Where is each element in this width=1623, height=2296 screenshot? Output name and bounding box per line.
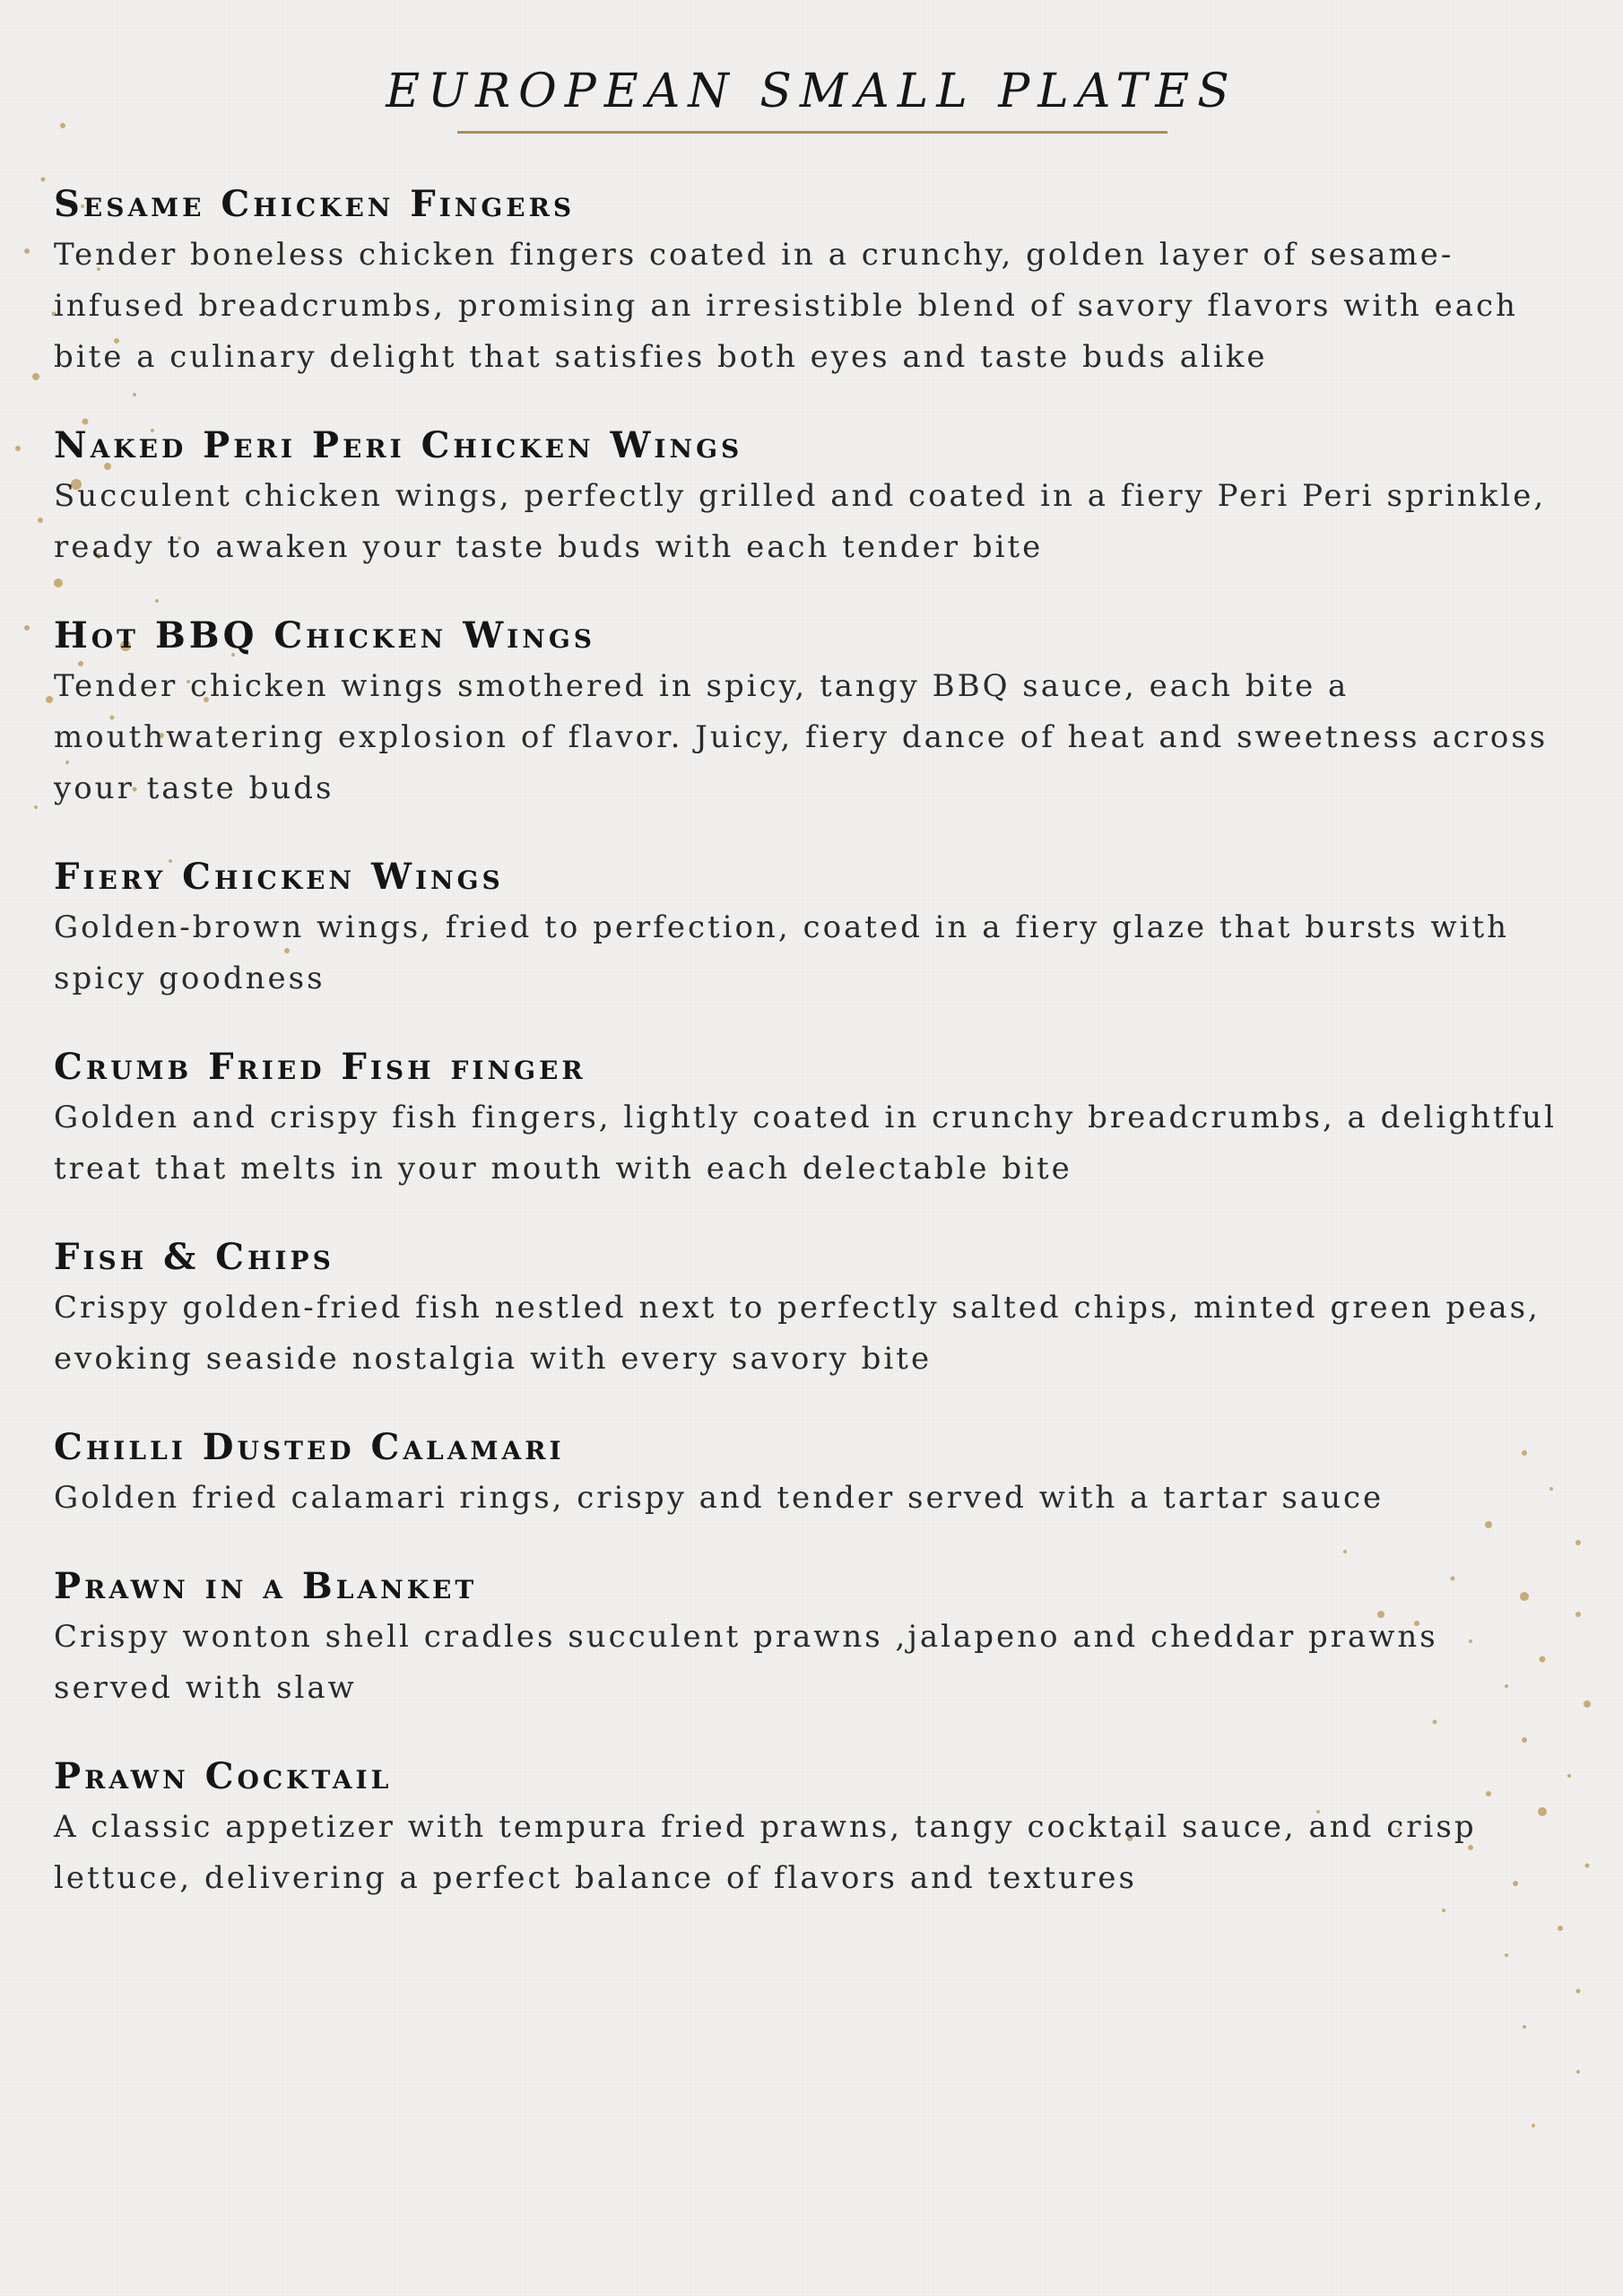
menu-item: [54, 1752, 1569, 1904]
menu-item-description: Golden and crispy fish fingers, lightly coated in crunchy breadcrumbs, a delightful treat that melts in your mouth with each delectable bite: [54, 1100, 1557, 1187]
menu-item-description: Crispy golden-fried fish nestled next to perfectly salted chips, minted green peas, evoking seaside nostalgia with every savory bite: [54, 1290, 1541, 1377]
menu-item-name: Prawn in a Blanket: [54, 1565, 478, 1607]
title-underline: [457, 131, 1167, 134]
menu-item-description: Golden fried calamari rings, crispy and tender served with a tartar sauce: [54, 1480, 1384, 1516]
menu-item-name: Hot BBQ Chicken Wings: [54, 614, 595, 657]
menu-item: [54, 1042, 1569, 1195]
menu-item: [54, 1561, 1569, 1714]
menu-item: [54, 852, 1569, 1004]
menu-item-name: Sesame Chicken Fingers: [54, 183, 576, 225]
menu-item-description: Tender chicken wings smothered in spicy, tangy BBQ sauce, each bite a mouthwatering explosion of flavor. Juicy, fiery dance of heat and sweetness across your taste buds: [54, 668, 1549, 806]
menu-item: [54, 611, 1569, 814]
menu-item: [54, 1232, 1569, 1385]
menu-item-description: A classic appetizer with tempura fried prawns, tangy cocktail sauce, and crisp lettuce, delivering a perfect balance of flavors and textures: [54, 1809, 1477, 1896]
menu-item-name: Fiery Chicken Wings: [54, 856, 504, 898]
menu-item-name: Crumb Fried Fish finger: [54, 1046, 586, 1088]
menu-item-name: Chilli Dusted Calamari: [54, 1426, 565, 1468]
menu-item-name: Prawn Cocktail: [54, 1755, 393, 1797]
menu-item-name: Naked Peri Peri Chicken Wings: [54, 424, 743, 466]
menu-item-description: Crispy wonton shell cradles succulent prawns ,jalapeno and cheddar prawns served with slaw: [54, 1619, 1438, 1706]
menu-item: [54, 1422, 1569, 1524]
menu-item-description: Tender boneless chicken fingers coated in a crunchy, golden layer of sesame-infused breadcrumbs, promising an irresistible blend of savory flavors with each bite a culinary delight that satisfies both eyes and taste buds alike: [54, 237, 1518, 375]
menu-item-list: [54, 179, 1569, 1942]
menu-item: [54, 179, 1569, 383]
menu-item: [54, 421, 1569, 573]
menu-title: EUROPEAN SMALL PLATES: [386, 65, 1237, 118]
menu-item-description: Golden-brown wings, fried to perfection, coated in a fiery glaze that bursts with spicy goodness: [54, 909, 1510, 996]
menu-item-description: Succulent chicken wings, perfectly grilled and coated in a fiery Peri Peri sprinkle, ready to awaken your taste buds with each tender bite: [54, 478, 1547, 565]
menu-item-name: Fish & Chips: [54, 1236, 334, 1278]
